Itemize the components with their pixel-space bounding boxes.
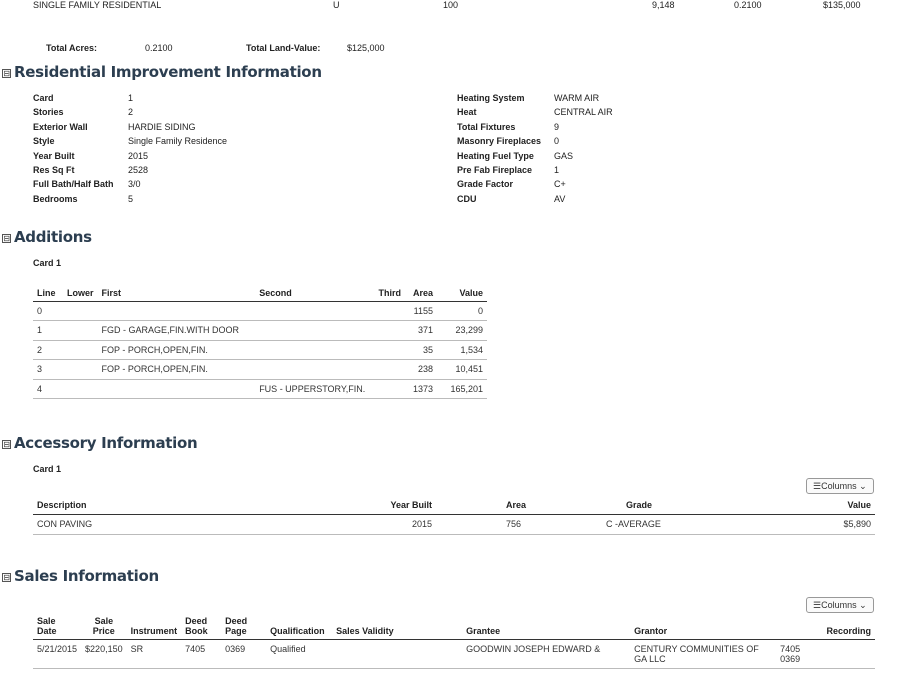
- additions-cell: [63, 321, 98, 341]
- additions-cell: 1373: [405, 379, 437, 399]
- info-row: [457, 149, 613, 163]
- accessory-header-row: [33, 497, 875, 514]
- info-row: [33, 91, 227, 105]
- info-value: 1: [128, 93, 134, 103]
- land-code: U: [333, 0, 340, 10]
- additions-cell: [255, 321, 373, 341]
- additions-cell: FOP - PORCH,OPEN,FIN.: [98, 360, 256, 380]
- additions-cell: 3: [33, 360, 63, 380]
- sales-columns-button[interactable]: ☰Columns ⌄: [806, 597, 874, 613]
- info-label: Grade Factor: [457, 179, 514, 190]
- sale-grantee: GOODWIN JOSEPH EDWARD &: [462, 640, 630, 669]
- col-header-deed-page: Deed Page: [221, 614, 266, 640]
- sale-validity: [332, 640, 462, 669]
- additions-cell: [373, 301, 405, 321]
- additions-cell: [255, 360, 373, 380]
- info-label: Bedrooms: [33, 193, 78, 204]
- additions-cell: [255, 340, 373, 360]
- residential-title-text: Residential Improvement Information: [14, 63, 322, 81]
- info-row: [457, 192, 613, 206]
- sale-price: $220,150: [81, 640, 127, 669]
- col-header-grantee: Grantee: [462, 614, 630, 640]
- col-header: Area: [436, 497, 536, 514]
- info-label: Style: [33, 136, 55, 147]
- info-value: 2528: [128, 165, 149, 176]
- additions-cell: [63, 379, 98, 399]
- land-value: $135,000: [823, 0, 861, 10]
- col-header: Year Built: [376, 497, 436, 514]
- residential-section-title[interactable]: [2, 63, 322, 81]
- accessory-year-built: 2015: [376, 514, 436, 534]
- col-header: Value: [736, 497, 875, 514]
- additions-cell: FOP - PORCH,OPEN,FIN.: [98, 340, 256, 360]
- table-row: [33, 379, 487, 399]
- sales-section-title[interactable]: [2, 567, 159, 585]
- info-row: [457, 105, 613, 119]
- additions-cell: [63, 360, 98, 380]
- table-row: [33, 301, 487, 321]
- info-row: [33, 163, 227, 177]
- accessory-area: 756: [436, 514, 536, 534]
- info-value: 5: [128, 193, 134, 204]
- sale-deed-page: 0369: [221, 640, 266, 669]
- table-row: [33, 340, 487, 360]
- table-row: [33, 640, 875, 669]
- additions-table: [33, 285, 487, 399]
- col-header-deed-book: Deed Book: [181, 614, 221, 640]
- col-header-grantor: Grantor: [630, 614, 780, 640]
- sales-title-text: Sales Information: [14, 567, 159, 585]
- total-acres-value: 0.2100: [145, 43, 173, 53]
- accessory-description: CON PAVING: [33, 514, 376, 534]
- additions-title-text: Additions: [14, 228, 92, 246]
- additions-cell: [373, 360, 405, 380]
- info-row: [33, 134, 227, 148]
- info-row: [33, 192, 227, 206]
- info-row: [33, 149, 227, 163]
- total-acres-label: Total Acres:: [46, 43, 98, 53]
- col-header: Value: [437, 285, 487, 301]
- additions-cell: 371: [405, 321, 437, 341]
- collapse-toggle-icon[interactable]: ⊟: [3, 440, 10, 449]
- info-value: HARDIE SIDING: [128, 121, 196, 132]
- additions-cell: 23,299: [437, 321, 487, 341]
- col-header: Lower: [63, 285, 98, 301]
- col-header: Area: [405, 285, 437, 301]
- info-label: Heat: [457, 107, 477, 118]
- col-header-sales-validity: Sales Validity: [332, 614, 462, 640]
- info-value: 2: [128, 107, 134, 118]
- col-header: Grade: [536, 497, 736, 514]
- info-row: [33, 120, 227, 134]
- info-value: Single Family Residence: [128, 136, 228, 147]
- accessory-title-text: Accessory Information: [14, 434, 198, 452]
- info-row: [33, 177, 227, 191]
- additions-cell: 238: [405, 360, 437, 380]
- total-land-value: $125,000: [347, 43, 385, 53]
- total-land-value-label: Total Land-Value:: [246, 43, 321, 53]
- info-label: Card: [33, 93, 54, 103]
- info-value: 9: [554, 121, 560, 132]
- info-label: Full Bath/Half Bath: [33, 179, 114, 190]
- info-row: [457, 91, 613, 105]
- col-header-sale-date: Sale Date: [33, 614, 81, 640]
- info-row: [457, 163, 613, 177]
- info-value: 3/0: [128, 179, 141, 190]
- additions-cell: [255, 301, 373, 321]
- additions-cell: 0: [437, 301, 487, 321]
- additions-header-row: [33, 285, 487, 301]
- additions-cell: 1,534: [437, 340, 487, 360]
- col-header: First: [98, 285, 256, 301]
- additions-cell: 0: [33, 301, 63, 321]
- additions-cell: FGD - GARAGE,FIN.WITH DOOR: [98, 321, 256, 341]
- info-value: WARM AIR: [554, 93, 600, 103]
- additions-cell: FUS - UPPERSTORY,FIN.: [255, 379, 373, 399]
- col-header: Second: [255, 285, 373, 301]
- additions-cell: [98, 301, 256, 321]
- accessory-value: $5,890: [736, 514, 875, 534]
- additions-cell: 35: [405, 340, 437, 360]
- additions-cell: [373, 379, 405, 399]
- additions-cell: [63, 340, 98, 360]
- col-header-instrument: Instrument: [127, 614, 182, 640]
- additions-cell: 1: [33, 321, 63, 341]
- col-header: Description: [33, 497, 376, 514]
- land-type: SINGLE FAMILY RESIDENTIAL: [33, 0, 162, 10]
- table-row: [33, 321, 487, 341]
- additions-cell: [373, 340, 405, 360]
- info-label: Heating System: [457, 93, 525, 103]
- info-value: 2015: [128, 150, 149, 161]
- info-row: [33, 105, 227, 119]
- land-depth: 100: [443, 0, 459, 10]
- land-sqft: 9,148: [652, 0, 675, 10]
- accessory-card-label: Card 1: [33, 464, 62, 474]
- additions-cell: 165,201: [437, 379, 487, 399]
- additions-card-label: Card 1: [33, 258, 62, 268]
- sale-deed-book: 7405: [181, 640, 221, 669]
- sales-header-row: [33, 614, 875, 640]
- col-header-recording: Recording: [780, 614, 875, 640]
- info-label: Res Sq Ft: [33, 165, 75, 176]
- info-value: CENTRAL AIR: [554, 107, 613, 118]
- info-value: C+: [554, 179, 566, 190]
- col-header: Third: [373, 285, 405, 301]
- sale-instrument: SR: [127, 640, 182, 669]
- info-row: [457, 177, 613, 191]
- sale-recording: 7405 0369: [780, 640, 875, 669]
- info-label: CDU: [457, 193, 477, 204]
- collapse-toggle-icon[interactable]: ⊟: [3, 69, 10, 78]
- info-label: Heating Fuel Type: [457, 150, 534, 161]
- col-header-sale-price: Sale Price: [81, 614, 127, 640]
- residential-left-list: [33, 91, 227, 206]
- accessory-table: [33, 497, 875, 535]
- info-row: [457, 134, 613, 148]
- additions-cell: [373, 321, 405, 341]
- collapse-toggle-icon[interactable]: ⊟: [3, 234, 10, 243]
- info-label: Masonry Fireplaces: [457, 136, 542, 147]
- accessory-columns-button[interactable]: ☰Columns ⌄: [806, 478, 874, 494]
- additions-cell: 4: [33, 379, 63, 399]
- info-value: 1: [554, 165, 560, 176]
- residential-right-list: [457, 91, 613, 206]
- info-value: GAS: [554, 150, 574, 161]
- info-label: Pre Fab Fireplace: [457, 165, 533, 176]
- accessory-grade: C -AVERAGE: [536, 514, 736, 534]
- sale-date: 5/21/2015: [33, 640, 81, 669]
- info-row: [457, 120, 613, 134]
- additions-cell: 2: [33, 340, 63, 360]
- col-header-qualification: Qualification: [266, 614, 332, 640]
- additions-cell: [98, 379, 256, 399]
- info-value: AV: [554, 193, 566, 204]
- info-label: Stories: [33, 107, 64, 118]
- accessory-section-title[interactable]: [2, 434, 197, 452]
- info-label: Year Built: [33, 150, 75, 161]
- table-row: [33, 514, 875, 534]
- sale-qualification: Qualified: [266, 640, 332, 669]
- collapse-toggle-icon[interactable]: ⊟: [3, 573, 10, 582]
- info-value: 0: [554, 136, 560, 147]
- additions-cell: 1155: [405, 301, 437, 321]
- sale-grantor: CENTURY COMMUNITIES OF GA LLC: [630, 640, 780, 669]
- land-acres: 0.2100: [734, 0, 762, 10]
- additions-cell: [63, 301, 98, 321]
- col-header: Line: [33, 285, 63, 301]
- additions-cell: 10,451: [437, 360, 487, 380]
- additions-section-title[interactable]: [2, 228, 92, 246]
- info-label: Total Fixtures: [457, 121, 516, 132]
- info-label: Exterior Wall: [33, 121, 88, 132]
- sales-table: [33, 614, 875, 669]
- table-row: [33, 360, 487, 380]
